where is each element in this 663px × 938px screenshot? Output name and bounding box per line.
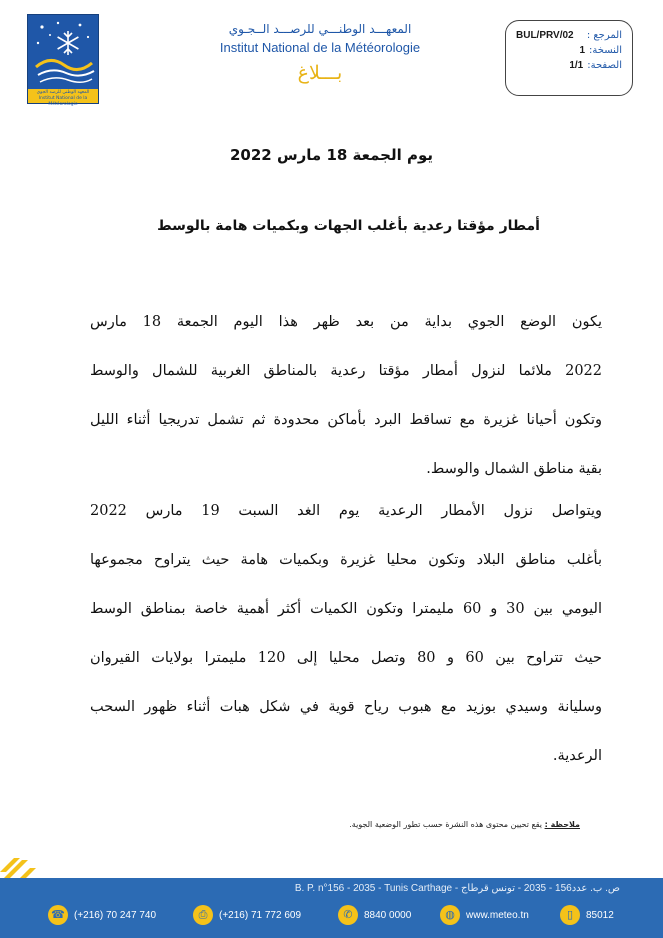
paragraph-line: 2022 ملائما لنزول أمطار مؤقتا رعدية بالمناطق الغربية للشمال والوسط [90,363,602,379]
reference-box [505,20,633,96]
phone-1-text: (+216) 70 247 740 [74,909,157,921]
phone-2-text: (+216) 71 772 609 [219,909,302,921]
footer-contacts [48,903,648,927]
contact-fax[interactable] [193,903,301,927]
globe-icon: ◍ [440,905,460,925]
phone-icon: ☎ [48,905,68,925]
reference-label: المرجع : [586,30,622,41]
paragraph-2 [90,487,602,781]
page-value: 1/1 [569,60,584,71]
contact-phone-3[interactable] [338,903,411,927]
copy-row [516,43,622,58]
mobile-icon: ▯ [560,905,580,925]
copy-label: النسخة: [589,45,622,56]
reference-value: BUL/PRV/02 [516,30,574,41]
phone-3-text: 8840 0000 [364,909,412,921]
website-text: www.meteo.tn [466,909,529,921]
fax-icon: ⎙ [193,905,213,925]
paragraph-line: اليومي بين 30 و 60 مليمترا وتكون الكميات أكثر أهمية خاصة بمناطق الوسط [90,601,602,617]
snowflake-sun-logo-icon [28,15,100,91]
paragraph-line: الرعدية. [552,748,602,764]
institute-name-arabic: المعهـــد الوطنـــي للرصـــد الــجـوي [228,22,412,36]
contact-website[interactable] [440,903,529,927]
update-note [240,820,580,829]
institute-name-french: Institut National de la Météorologie [219,40,421,55]
paragraph-line: بقية مناطق الشمال والوسط. [426,461,602,477]
paragraph-line: وسليانة وسيدي بوزيد مع هبوب رياح قوية في شكل هبات أثناء ظهور السحب [90,699,602,715]
page-label: الصفحة: [587,60,622,71]
notice-title: بـــلاغ [297,62,343,84]
note-text: يقع تحيين محتوى هذه النشرة حسب تطور الوضعية الجوية. [349,820,543,829]
logo-caption: المعهد الوطني للرصد الجوي Institut National de la Météorologie [28,89,98,103]
contact-phone-1[interactable] [48,903,156,927]
footer-address: B. P. n°156 - 2035 - Tunis Carthage - ص. ب. عدد156 - 2035 - تونس قرطاج [294,883,620,894]
paragraph-line: بأغلب مناطق البلاد وتكون محليا غزيرة وبكميات هامة حيث يتراوح مجموعها [90,552,602,568]
copy-value: 1 [579,45,586,56]
bulletin-date: يوم الجمعة 18 مارس 2022 [229,146,433,164]
paragraph-line: وتكون أحيانا غزيرة مع تساقط البرد بأماكن محدودة ثم تشمل تدريجيا أثناء الليل [90,412,602,428]
contact-phone-4[interactable] [560,903,614,927]
paragraph-1 [90,298,602,494]
page-row [516,58,622,73]
bulletin-headline: أمطار مؤقتا رعدية بأغلب الجهات وبكميات هامة بالوسط [157,218,540,234]
phone-4-text: 85012 [586,909,614,921]
paragraph-line: ويتواصل نزول الأمطار الرعدية يوم الغد السبت 19 مارس 2022 [90,503,603,519]
reference-row [516,28,622,43]
paragraph-line: يكون الوضع الجوي بداية من بعد ظهر هذا اليوم الجمعة 18 مارس [90,314,603,330]
note-label: ملاحظة : [544,820,580,829]
headset-icon: ✆ [338,905,358,925]
institute-logo [27,14,99,107]
paragraph-line: حيث تتراوح بين 60 و 80 وتصل محليا إلى 120 مليمترا بولايات القيروان [90,650,602,666]
